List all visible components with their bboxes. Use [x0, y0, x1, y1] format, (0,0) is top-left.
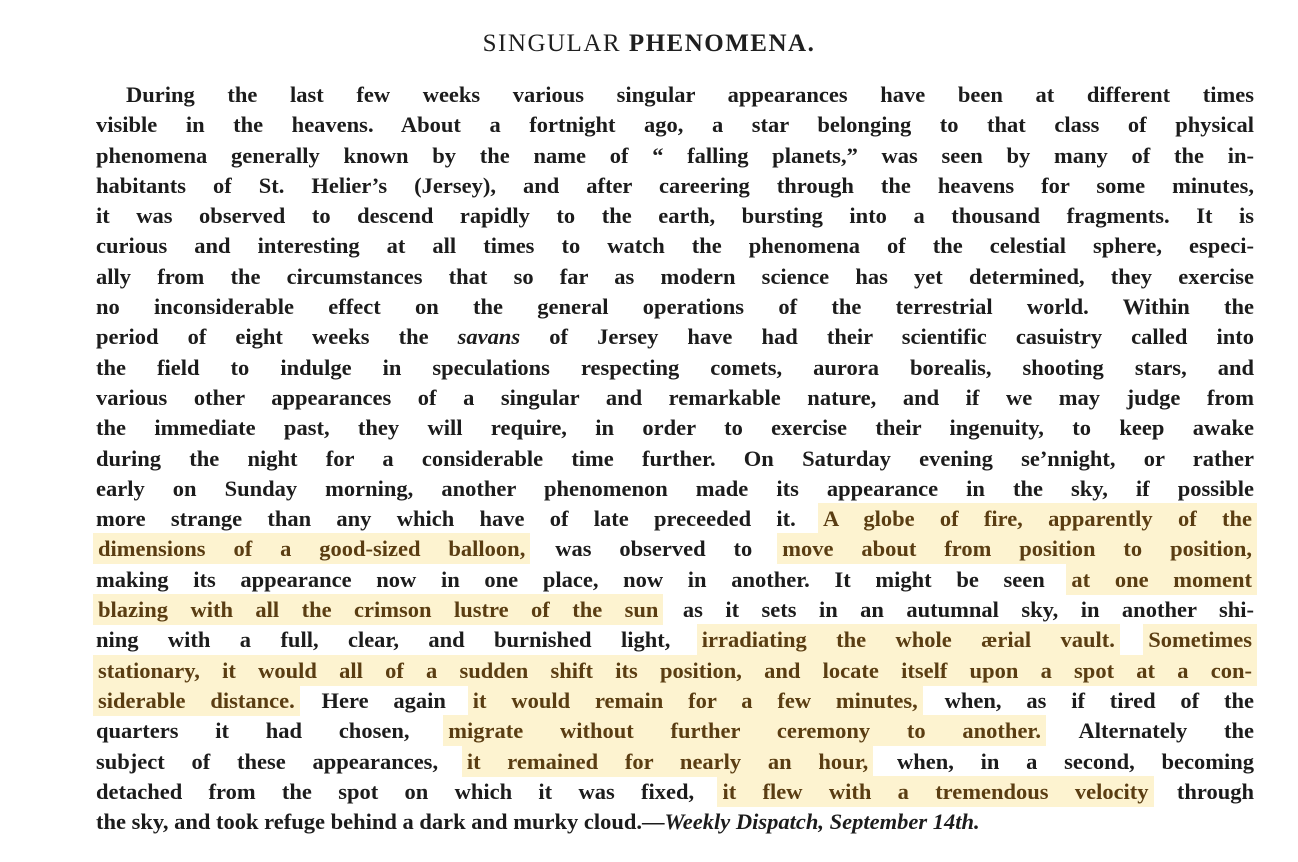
highlighted-text: irradiating the whole ærial vault. — [701, 627, 1115, 653]
text-segment: ally from the circumstances that so far as modern science has yet determined, they exercise — [96, 263, 1254, 289]
text-segment: the immediate past, they will require, in order to exercise their ingenuity, to keep awake — [96, 415, 1254, 441]
text-line — [96, 656, 1254, 686]
text-segment: it was observed to descend rapidly to the earth, bursting into a thousand fragments. It is — [96, 203, 1254, 229]
text-segment: visible in the heavens. About a fortnight ago, a star belonging to that class of physical — [96, 112, 1254, 138]
text-line — [96, 322, 1254, 352]
text-segment: when, as if tired of the — [919, 687, 1255, 713]
text-segment: early on Sunday morning, another phenomenon made its appearance in the sky, if possible — [96, 475, 1254, 501]
text-segment: when, in a second, becoming — [870, 748, 1254, 774]
text-segment: period of eight weeks the — [96, 324, 458, 350]
highlighted-text: migrate without further ceremony to another. — [448, 718, 1041, 744]
text-line — [96, 777, 1254, 807]
text-line — [96, 595, 1254, 625]
article-title — [0, 30, 1298, 58]
text-segment: various other appearances of a singular and remarkable nature, and if we may judge from — [96, 384, 1254, 410]
highlighted-text: move about from position to position, — [782, 536, 1252, 562]
text-segment: the field to indulge in speculations respecting comets, aurora borealis, shooting stars, and — [96, 354, 1254, 380]
text-segment: detached from the spot on which it was fixed, — [96, 778, 721, 804]
text-segment: making its appearance now in one place, now in another. It might be seen — [96, 566, 1070, 592]
text-line — [96, 171, 1254, 201]
italic-text: Weekly Dispatch, September 14th. — [664, 809, 980, 835]
text-line — [96, 444, 1254, 474]
text-segment: through — [1150, 778, 1254, 804]
text-line — [96, 141, 1254, 171]
title-word-phenomena: PHENOMENA. — [628, 30, 816, 57]
text-segment: subject of these appearances, — [96, 748, 465, 774]
text-segment: more strange than any which have of late preceeded it. — [96, 506, 822, 532]
text-segment: of Jersey have had their scientific casuistry called into — [520, 324, 1254, 350]
highlighted-text: A globe of fire, apparently of the — [823, 506, 1252, 532]
italic-text: savans — [457, 324, 521, 350]
text-line — [96, 686, 1254, 716]
highlighted-text: it would remain for a few minutes, — [472, 687, 918, 713]
highlighted-text: at one moment — [1071, 566, 1252, 592]
highlighted-text: Sometimes — [1148, 627, 1253, 653]
text-segment — [1117, 627, 1146, 652]
highlighted-text: stationary, it would all of a sudden shift its position, and locate itself upon a spot at a con- — [98, 657, 1252, 683]
highlighted-text: it flew with a tremendous velocity — [722, 778, 1149, 804]
article-body — [96, 80, 1254, 837]
text-segment: Alternately the — [1042, 718, 1254, 744]
highlighted-text: blazing with all the crimson lustre of the sun — [98, 597, 659, 623]
text-segment: the sky, and took refuge behind a dark and murky cloud.— — [96, 809, 665, 835]
text-line — [96, 201, 1254, 231]
text-line — [96, 807, 1254, 837]
text-segment: as it sets in an autumnal sky, in another shi- — [660, 597, 1254, 623]
text-line — [96, 565, 1254, 595]
text-line — [96, 534, 1254, 564]
text-line — [96, 353, 1254, 383]
text-segment: curious and interesting at all times to watch the phenomena of the celestial sphere, especi- — [96, 233, 1254, 259]
text-segment: no inconsiderable effect on the general operations of the terrestrial world. Within the — [96, 294, 1254, 320]
text-segment: habitants of St. Helier’s (Jersey), and after careering through the heavens for some minutes, — [96, 172, 1254, 198]
title-word-singular: SINGULAR — [482, 30, 622, 57]
text-line — [96, 292, 1254, 322]
text-segment: quarters it had chosen, — [96, 718, 447, 744]
text-segment: was observed to — [527, 536, 781, 562]
text-line — [96, 110, 1254, 140]
text-segment: Here again — [296, 687, 471, 713]
text-segment: During the last few weeks various singular appearances have been at different times — [126, 82, 1254, 107]
highlighted-text: dimensions of a good-sized balloon, — [98, 536, 526, 562]
text-line — [96, 747, 1254, 777]
text-segment: phenomena generally known by the name of “ falling planets,” was seen by many of the in- — [96, 142, 1254, 168]
text-line — [96, 716, 1254, 746]
text-line — [96, 231, 1254, 261]
text-line — [96, 383, 1254, 413]
text-segment: ning with a full, clear, and burnished light, — [96, 627, 700, 653]
highlighted-text: it remained for nearly an hour, — [466, 748, 869, 774]
highlighted-text: siderable distance. — [98, 687, 295, 713]
text-line — [96, 504, 1254, 534]
text-segment: during the night for a considerable time further. On Saturday evening se’nnight, or rather — [96, 445, 1254, 471]
text-line — [96, 474, 1254, 504]
text-line — [96, 80, 1254, 110]
text-line — [96, 413, 1254, 443]
text-line — [96, 625, 1254, 655]
text-line — [96, 262, 1254, 292]
